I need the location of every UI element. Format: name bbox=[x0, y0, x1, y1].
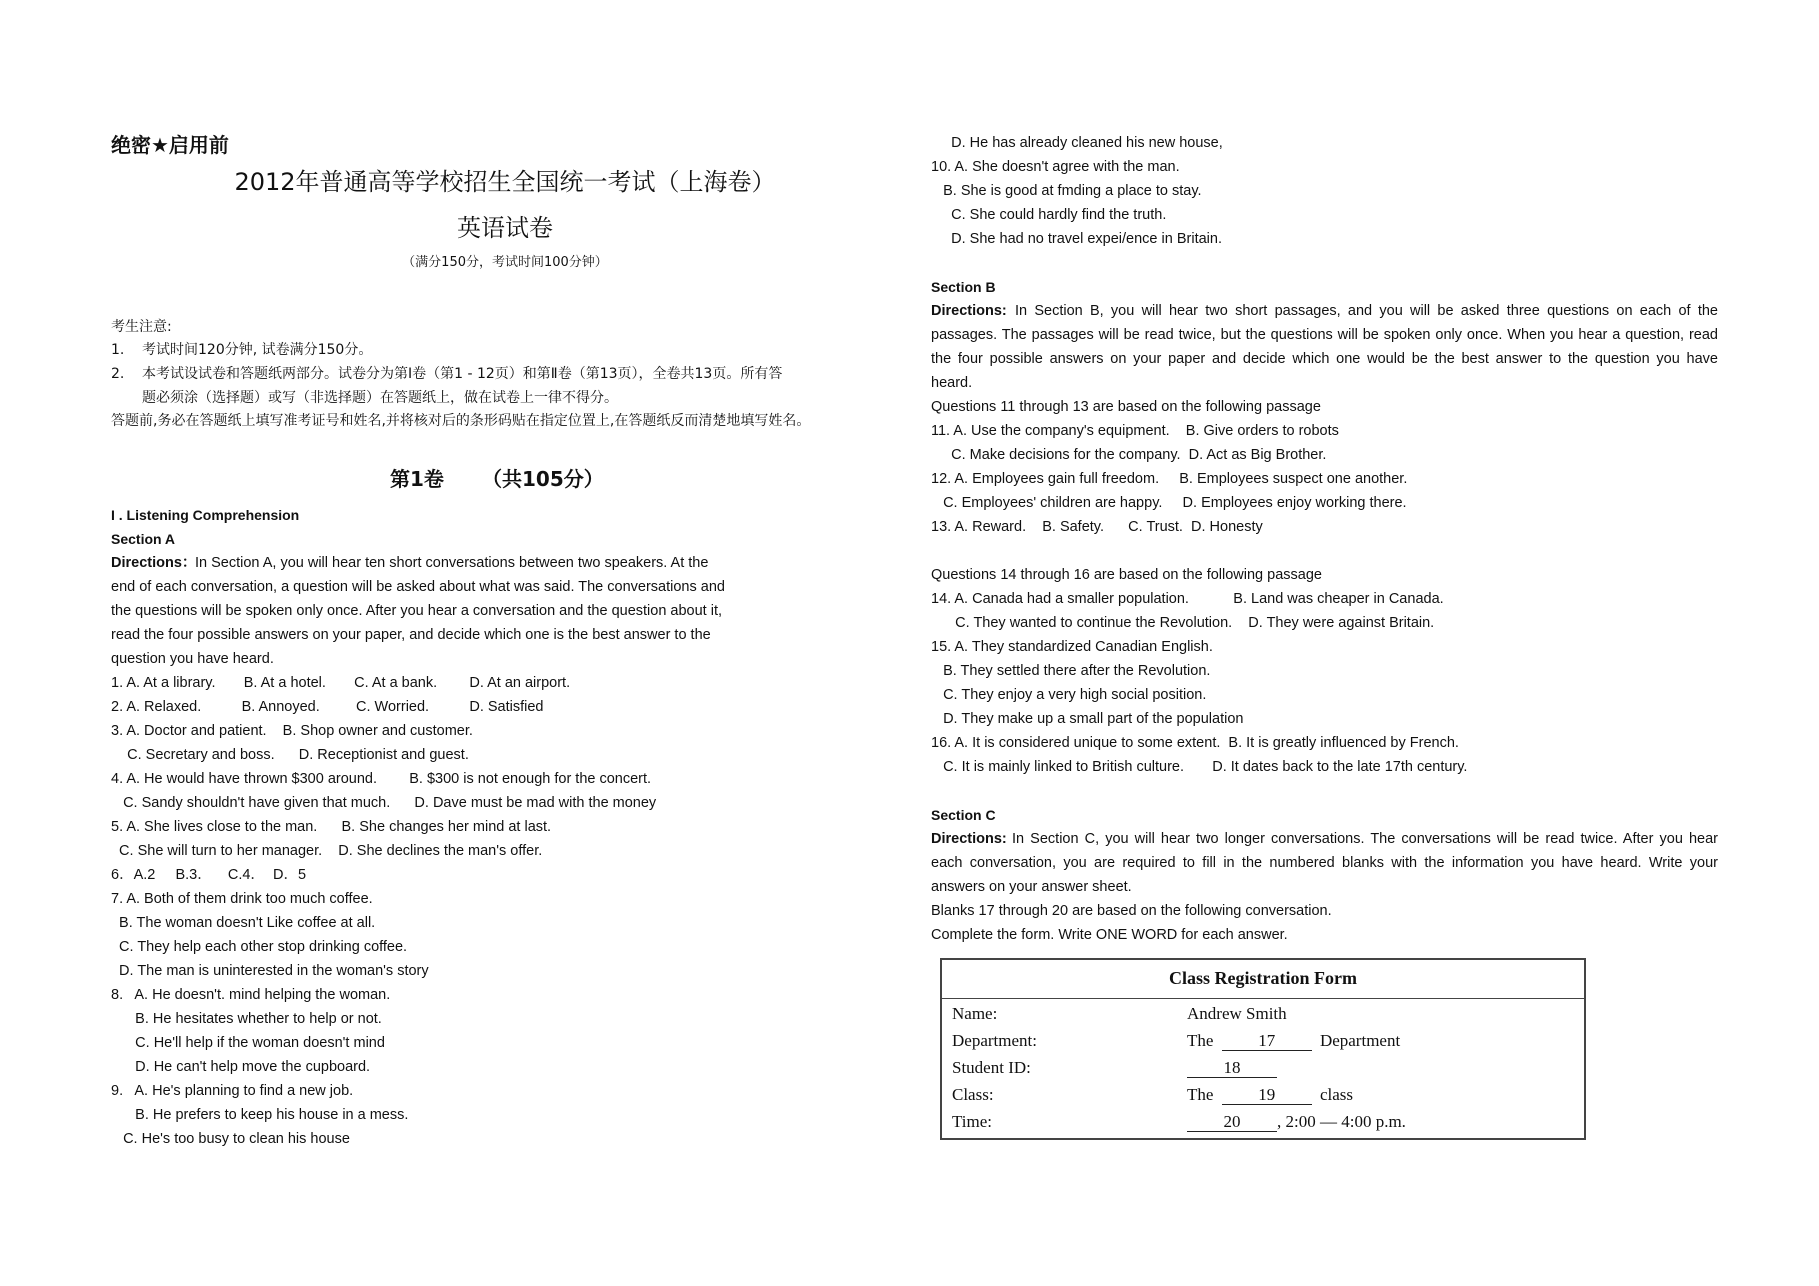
exam-note: （满分150分，考试时间100分钟） bbox=[402, 255, 608, 270]
part-score: （共105分） bbox=[482, 467, 604, 491]
form-value bbox=[1187, 1112, 1406, 1132]
form-prefix: The bbox=[1187, 1031, 1214, 1050]
answer-blank-17[interactable]: 17 bbox=[1222, 1032, 1312, 1051]
directions-line: the four possible answers on your paper and decide which one would be the best answer to the question you have bbox=[931, 351, 1718, 367]
directions-line: In Section B, you will hear two short passages, and you will be asked three questions on each of the bbox=[1015, 303, 1718, 319]
directions-line: In Section A, you will hear ten short conversations between two speakers. At the bbox=[195, 555, 709, 571]
form-label: Student ID: bbox=[952, 1058, 1031, 1077]
notice-heading: 考生注意: bbox=[111, 319, 172, 335]
question-line: D. He can't help move the cupboard. bbox=[111, 1059, 371, 1075]
directions-line: the questions will be spoken only once. After you hear a conversation and the question about it, bbox=[111, 603, 723, 619]
question-line: C. Secretary and boss. D. Receptionist and guest. bbox=[111, 747, 469, 763]
notice-item-num: 1. bbox=[111, 342, 125, 358]
question-line: C. They help each other stop drinking coffee. bbox=[111, 939, 408, 955]
section-c-heading: Section C bbox=[931, 807, 996, 823]
question-line: 10. A. She doesn't agree with the man. bbox=[931, 159, 1180, 175]
form-label: Name: bbox=[952, 1004, 998, 1023]
form-suffix: class bbox=[1319, 1085, 1353, 1104]
question-line: B. He prefers to keep his house in a mess. bbox=[111, 1107, 409, 1123]
question-line: C. Sandy shouldn't have given that much. D. Dave must be mad with the money bbox=[111, 795, 657, 811]
directions-line: Blanks 17 through 20 are based on the following conversation. bbox=[931, 903, 1332, 919]
question-line: B. He hesitates whether to help or not. bbox=[111, 1011, 382, 1027]
directions-line: Complete the form. Write ONE WORD for each answer. bbox=[931, 927, 1288, 943]
registration-form bbox=[940, 958, 1586, 1140]
question-line: B. The woman doesn't Like coffee at all. bbox=[111, 915, 376, 931]
question-line: 1. A. At a library. B. At a hotel. C. At a bank. D. At an airport. bbox=[111, 675, 571, 691]
question-line: 14. A. Canada had a smaller population. B. Land was cheaper in Canada. bbox=[931, 591, 1444, 607]
answer-blank-19[interactable]: 19 bbox=[1222, 1086, 1312, 1105]
question-line: D. The man is uninterested in the woman's story bbox=[111, 963, 429, 979]
form-title: Class Registration Form bbox=[1169, 968, 1357, 988]
question-line: C. He'll help if the woman doesn't mind bbox=[111, 1035, 385, 1051]
directions-line: read the four possible answers on your paper, and decide which one is the best answer to the bbox=[111, 627, 711, 643]
question-line: 12. A. Employees gain full freedom. B. Employees suspect one another. bbox=[931, 471, 1408, 487]
form-label: Class: bbox=[952, 1085, 994, 1104]
question-line: B. She is good at fmding a place to stay. bbox=[931, 183, 1202, 199]
answer-blank-20[interactable]: 20 bbox=[1187, 1113, 1277, 1132]
form-prefix: The bbox=[1187, 1085, 1214, 1104]
question-line: Questions 14 through 16 are based on the following passage bbox=[931, 567, 1322, 583]
notice-item-text: 考试时间120分钟, 试卷满分150分。 bbox=[142, 342, 373, 358]
form-value bbox=[1187, 1085, 1353, 1105]
question-line: B. They settled there after the Revolution. bbox=[931, 663, 1211, 679]
question-line: D. They make up a small part of the population bbox=[931, 711, 1244, 727]
directions-line: passages. The passages will be read twice, but the questions will be spoken only once. When you hear a question, read bbox=[931, 327, 1718, 343]
secret-label: 绝密★启用前 bbox=[111, 133, 229, 157]
section-b-heading: Section B bbox=[931, 279, 996, 295]
directions-line: question you have heard. bbox=[111, 651, 274, 667]
section-a-heading: Section A bbox=[111, 531, 176, 547]
question-line: C. They enjoy a very high social position. bbox=[931, 687, 1207, 703]
question-line: C. Make decisions for the company. D. Act as Big Brother. bbox=[931, 447, 1327, 463]
notice-last: 答题前,务必在答题纸上填写准考证号和姓名,并将核对后的条形码贴在指定位置上,在答题纸反而清楚地填写姓名。 bbox=[111, 413, 811, 429]
exam-title: 2012年普通高等学校招生全国统一考试（上海卷） bbox=[234, 168, 776, 196]
question-line: D. She had no travel expei/ence in Britain. bbox=[931, 231, 1222, 247]
question-line: C. He's too busy to clean his house bbox=[111, 1131, 350, 1147]
question-line: C. She will turn to her manager. D. She declines the man's offer. bbox=[111, 843, 543, 859]
answer-blank-18[interactable]: 18 bbox=[1187, 1059, 1277, 1078]
notice-item-text: 本考试设试卷和答题纸两部分。试卷分为第Ⅰ卷（第1 - 12页）和第Ⅱ卷（第13页），全卷共13页。所有答 bbox=[142, 366, 783, 382]
form-label: Department: bbox=[952, 1031, 1037, 1050]
question-line: 13. A. Reward. B. Safety. C. Trust. D. Honesty bbox=[931, 519, 1263, 535]
question-line: 5. A. She lives close to the man. B. She changes her mind at last. bbox=[111, 819, 552, 835]
form-value: Andrew Smith bbox=[1187, 1004, 1287, 1023]
listening-heading: I . Listening Comprehension bbox=[111, 507, 300, 523]
exam-subtitle: 英语试卷 bbox=[457, 214, 553, 242]
directions-label: Directions： bbox=[111, 555, 197, 571]
form-value bbox=[1187, 1031, 1400, 1051]
question-line: 9. A. He's planning to find a new job. bbox=[111, 1083, 354, 1099]
question-line: Questions 11 through 13 are based on the following passage bbox=[931, 399, 1321, 415]
question-line: 11. A. Use the company's equipment. B. Give orders to robots bbox=[931, 423, 1339, 439]
form-divider bbox=[942, 998, 1584, 999]
question-line: C. She could hardly find the truth. bbox=[931, 207, 1167, 223]
question-line: 2. A. Relaxed. B. Annoyed. C. Worried. D. Satisfied bbox=[111, 699, 544, 715]
question-line: 8. A. He doesn't. mind helping the woman. bbox=[111, 987, 391, 1003]
question-line: 16. A. It is considered unique to some extent. B. It is greatly influenced by French. bbox=[931, 735, 1459, 751]
directions-line: end of each conversation, a question will be asked about what was said. The conversations and bbox=[111, 579, 725, 595]
question-line: 3. A. Doctor and patient. B. Shop owner and customer. bbox=[111, 723, 473, 739]
question-line: C. Employees' children are happy. D. Employees enjoy working there. bbox=[931, 495, 1407, 511]
directions-label: Directions: bbox=[931, 831, 1007, 847]
question-line: C. They wanted to continue the Revolution. D. They were against Britain. bbox=[931, 615, 1435, 631]
directions-line: each conversation, you are required to fill in the numbered blanks with the information you have heard. Write your bbox=[931, 855, 1718, 871]
directions-label: Directions: bbox=[931, 303, 1007, 319]
notice-item-text: 题必须涂（选择题）或写（非选择题）在答题纸上，做在试卷上一律不得分。 bbox=[142, 390, 618, 406]
form-label: Time: bbox=[952, 1112, 993, 1131]
directions-line: heard. bbox=[931, 375, 973, 391]
form-suffix: Department bbox=[1319, 1031, 1401, 1050]
question-line: 7. A. Both of them drink too much coffee. bbox=[111, 891, 373, 907]
notice-item-num: 2. bbox=[111, 366, 125, 382]
directions-line: answers on your answer sheet. bbox=[931, 879, 1132, 895]
question-line: D. He has already cleaned his new house, bbox=[931, 135, 1223, 151]
question-line: 6．A.2 B.3． C.4． D．5 bbox=[111, 867, 307, 883]
form-suffix: , 2:00 — 4:00 p.m. bbox=[1277, 1112, 1406, 1131]
question-line: C. It is mainly linked to British culture. D. It dates back to the late 17th century. bbox=[931, 759, 1468, 775]
question-line: 15. A. They standardized Canadian English. bbox=[931, 639, 1213, 655]
question-line: 4. A. He would have thrown $300 around. B. $300 is not enough for the concert. bbox=[111, 771, 652, 787]
directions-line: In Section C, you will hear two longer conversations. The conversations will be read twice. After you hear bbox=[1012, 831, 1718, 847]
part-title: 第1卷 bbox=[390, 467, 444, 491]
form-value bbox=[1187, 1058, 1277, 1078]
